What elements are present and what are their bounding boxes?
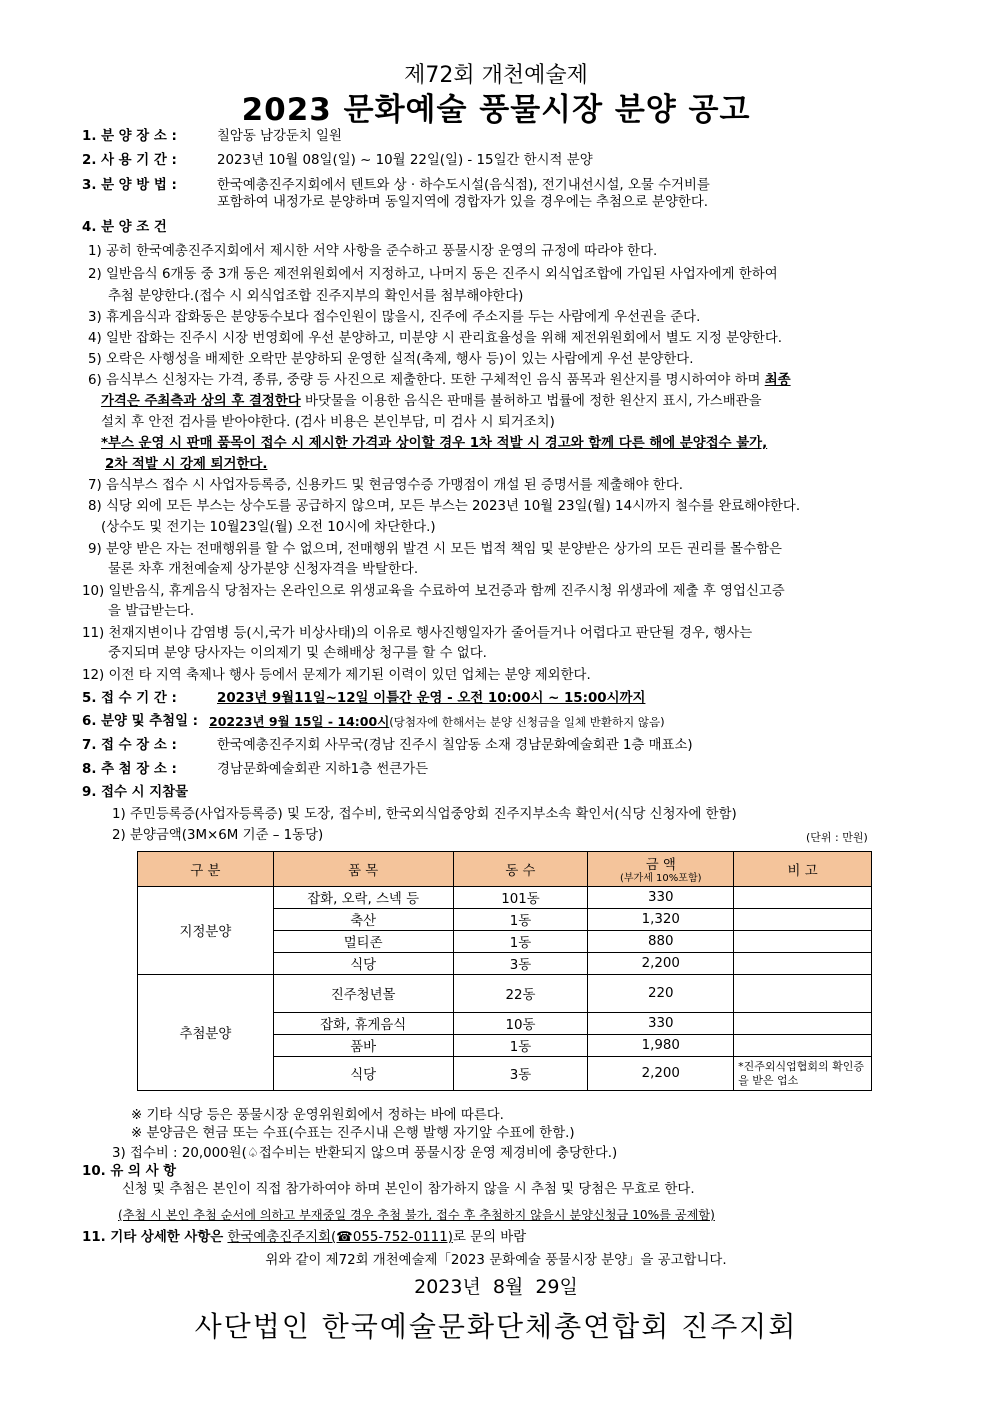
header-category: 구 분 bbox=[138, 852, 274, 887]
table-row: 축산 1동 1,320 bbox=[138, 909, 872, 931]
condition-12: 12) 이전 타 지역 축제나 행사 등에서 문제가 제기된 이력이 있던 업체는 분양 제외한다. bbox=[82, 668, 591, 683]
condition-9b: 물론 차후 개천예술제 상가분양 신청자격을 박탈한다. bbox=[108, 562, 419, 577]
remark-note: *진주외식업협회의 확인증을 받은 업소 bbox=[734, 1057, 872, 1091]
table-row: 식당 3동 2,200 *진주외식업협회의 확인증을 받은 업소 bbox=[138, 1057, 872, 1091]
section-11: 11. 기타 상세한 사항은 한국예총진주지회(☎055-752-0111)로 문의 바람 bbox=[82, 1230, 527, 1245]
section-3-text-2: 포함하여 내정가로 분양하며 동일지역에 경합자가 있을 경우에는 추첨으로 분양한다. bbox=[217, 195, 709, 210]
condition-2a: 2) 일반음식 6개동 중 3개 동은 제전위원회에서 지정하고, 나머지 동은 진주시 외식업조합에 가입된 사업자에게 한하여 bbox=[88, 267, 778, 282]
closing-statement: 위와 같이 제72회 개천예술제「2023 문화예술 풍물시장 분양」을 공고합니다. bbox=[265, 1253, 727, 1268]
group-lottery: 추첨분양 bbox=[138, 975, 274, 1091]
header-remark: 비 고 bbox=[734, 852, 872, 887]
notice-date: 2023년 8월 29일 bbox=[414, 1276, 578, 1298]
unit-label: (단위 : 만원) bbox=[806, 831, 868, 844]
section-2-text: 2023년 10월 08일(일) ~ 10월 22일(일) - 15일간 한시적 분양 bbox=[217, 153, 593, 168]
organization-name: 사단법인 한국예술문화단체총연합회 진주지회 bbox=[194, 1310, 798, 1343]
section-8-text: 경남문화예술회관 지하1층 썬큰가든 bbox=[217, 762, 429, 777]
section-10-label: 10. 유 의 사 항 bbox=[82, 1164, 177, 1179]
event-subtitle: 제72회 개천예술제 bbox=[404, 63, 588, 88]
section-1-text: 칠암동 남강둔치 일원 bbox=[217, 129, 342, 144]
condition-11a: 11) 천재지변이나 감염병 등(시,국가 비상사태)의 이유로 행사진행일자가 줄어들거나 어렵다고 판단될 경우, 행사는 bbox=[82, 626, 753, 641]
condition-6d: *부스 운영 시 판매 품목이 접수 시 제시한 가격과 상이할 경우 1차 적발 시 경고와 함께 다른 해에 분양접수 불가, bbox=[101, 436, 768, 451]
condition-2b: 추첨 분양한다.(접수 시 외식업조합 진주지부의 확인서를 첨부해야한다) bbox=[108, 289, 524, 304]
table-row: 지정분양 잡화, 오락, 스넥 등 101동 330 bbox=[138, 887, 872, 909]
condition-6e: 2차 적발 시 강제 퇴거한다. bbox=[105, 457, 268, 472]
table-row: 멀티존 1동 880 bbox=[138, 931, 872, 953]
group-designated: 지정분양 bbox=[138, 887, 274, 975]
section-9-note-2: ※ 분양금은 현금 또는 수표(수표는 진주시내 은행 발행 자기앞 수표에 한함.) bbox=[131, 1126, 575, 1141]
allocation-table bbox=[137, 851, 872, 1091]
condition-8b: (상수도 및 전기는 10월23일(월) 오전 10시에 차단한다.) bbox=[101, 520, 436, 535]
condition-7: 7) 음식부스 접수 시 사업자등록증, 신용카드 및 현금영수증 가맹점이 개설 된 증명서를 제출해야 한다. bbox=[88, 478, 684, 493]
section-7-text: 한국예총진주지회 사무국(경남 진주시 칠암동 소재 경남문화예술회관 1층 매표소) bbox=[217, 738, 693, 753]
section-6-text: 20223년 9월 15일 - 14:00시(당첨자에 한해서는 분양 신청금을 일체 반환하지 않음) bbox=[209, 714, 665, 729]
section-3-text-1: 한국예총진주지회에서 텐트와 상 · 하수도시설(음식점), 전기내선시설, 오물 수거비를 bbox=[217, 178, 710, 193]
condition-9a: 9) 분양 받은 자는 전매행위를 할 수 없으며, 전매행위 발견 시 모든 법적 책임 및 분양받은 상가의 모든 권리를 몰수함은 bbox=[88, 542, 782, 557]
section-4-label: 4. 분 양 조 건 bbox=[82, 220, 167, 235]
section-9-item-2: 2) 분양금액(3M×6M 기준 – 1동당) bbox=[112, 828, 324, 843]
section-10-text: 신청 및 추첨은 본인이 직접 참가하여야 하며 본인이 참가하지 않을 시 추첨 및 당첨은 무효로 한다. bbox=[122, 1182, 695, 1197]
condition-6a: 6) 음식부스 신청자는 가격, 종류, 중량 등 사진으로 제출한다. 또한 구체적인 음식 품목과 원산지를 명시하여야 하며 최종 bbox=[88, 373, 791, 388]
table-row: 추첨분양 진주청년몰 22동 220 bbox=[138, 975, 872, 1013]
condition-1: 1) 공히 한국예총진주지회에서 제시한 서약 사항을 준수하고 풍물시장 운영의 규정에 따라야 한다. bbox=[88, 244, 658, 259]
header-price: 금 액 (부가세 10%포함) bbox=[588, 852, 734, 887]
condition-6-emphasis: 최종 bbox=[764, 373, 791, 388]
condition-10a: 10) 일반음식, 휴게음식 당첨자는 온라인으로 위생교육을 수료하여 보건증과 함께 진주시청 위생과에 제출 후 영업신고증 bbox=[82, 584, 785, 599]
condition-3: 3) 휴게음식과 잡화동은 분양동수보다 접수인원이 많을시, 진주에 주소지를 두는 사람에게 우선권을 준다. bbox=[88, 310, 701, 325]
contact-info: 한국예총진주지회(☎055-752-0111) bbox=[227, 1230, 453, 1245]
condition-11b: 중지되며 분양 당사자는 이의제기 및 손해배상 청구를 할 수 없다. bbox=[108, 646, 487, 661]
section-9-note-1: ※ 기타 식당 등은 풍물시장 운영위원회에서 정하는 바에 따른다. bbox=[131, 1108, 504, 1123]
section-5-label: 5. 접 수 기 간 : bbox=[82, 691, 177, 706]
section-5-text: 2023년 9월11일~12일 이틀간 운영 - 오전 10:00시 ~ 15:00시까지 bbox=[217, 691, 646, 706]
section-2-label: 2. 사 용 기 간 : bbox=[82, 153, 177, 168]
condition-6-emphasis-2: 가격은 주최측과 상의 후 결정한다 bbox=[101, 394, 301, 409]
section-7-label: 7. 접 수 장 소 : bbox=[82, 738, 177, 753]
section-3-label: 3. 분 양 방 법 : bbox=[82, 178, 177, 193]
header-count: 동 수 bbox=[453, 852, 588, 887]
table-row: 잡화, 휴게음식 10동 330 bbox=[138, 1013, 872, 1035]
condition-8a: 8) 식당 외에 모든 부스는 상수도를 공급하지 않으며, 모든 부스는 2023년 10월 23일(월) 14시까지 철수를 완료해야한다. bbox=[88, 499, 801, 514]
condition-6c: 설치 후 안전 검사를 받아야한다. (검사 비용은 본인부담, 미 검사 시 퇴거조치) bbox=[101, 415, 555, 430]
condition-10b: 을 발급받는다. bbox=[108, 604, 195, 619]
section-10-note: (추첨 시 본인 추첨 순서에 의하고 부재중일 경우 추첨 불가, 접수 후 추첨하지 않을시 분양신청금 10%를 공제함) bbox=[118, 1208, 715, 1222]
section-9-item-1: 1) 주민등록증(사업자등록증) 및 도장, 접수비, 한국외식업중앙회 진주지부소속 확인서(식당 신청자에 한함) bbox=[112, 807, 737, 822]
draw-date: 20223년 9월 15일 - 14:00시 bbox=[209, 714, 390, 729]
table-header-row bbox=[138, 852, 872, 887]
section-1-label: 1. 분 양 장 소 : bbox=[82, 129, 177, 144]
condition-6b: 가격은 주최측과 상의 후 결정한다 바닷물을 이용한 음식은 판매를 불허하고 법률에 정한 원산지 표시, 가스배관을 bbox=[101, 394, 762, 409]
condition-4: 4) 일반 잡화는 진주시 시장 번영회에 우선 분양하고, 미분양 시 관리효율성을 위해 제전위원회에서 별도 지정 분양한다. bbox=[88, 331, 783, 346]
condition-5: 5) 오락은 사행성을 배제한 오락만 분양하되 운영한 실적(축제, 행사 등)이 있는 사람에게 우선 분양한다. bbox=[88, 352, 694, 367]
notice-title: 2023 문화예술 풍물시장 분양 공고 bbox=[241, 92, 751, 128]
section-6-label: 6. 분양 및 추첨일 : bbox=[82, 714, 199, 729]
table-row: 품바 1동 1,980 bbox=[138, 1035, 872, 1057]
section-8-label: 8. 추 첨 장 소 : bbox=[82, 762, 177, 777]
table-row: 식당 3동 2,200 bbox=[138, 953, 872, 975]
section-9-item-3: 3) 접수비 : 20,000원(♤접수비는 반환되지 않으며 풍물시장 운영 제경비에 충당한다.) bbox=[112, 1146, 618, 1161]
header-item: 품 목 bbox=[273, 852, 453, 887]
section-9-label: 9. 접수 시 지참물 bbox=[82, 785, 189, 800]
